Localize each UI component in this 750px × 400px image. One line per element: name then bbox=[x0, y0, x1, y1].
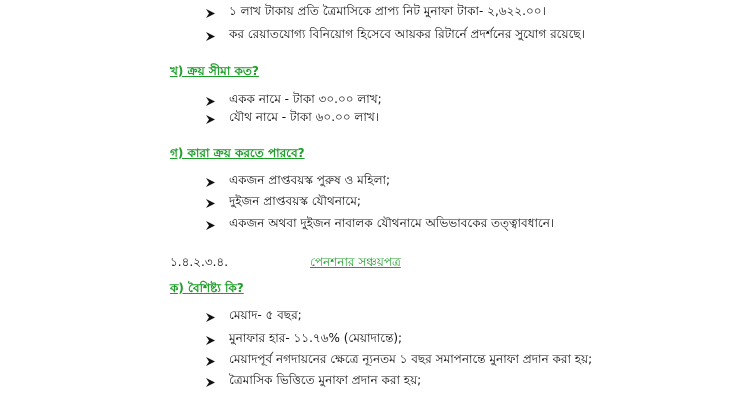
arrowhead-bullet-icon bbox=[205, 96, 229, 107]
section-title: পেনশনার সঞ্চয়পত্র bbox=[310, 255, 401, 269]
list-item-text: মেয়াদপূর্ব নগদায়নের ক্ষেত্রে ন্যূনতম ১ বছর সমাপনান্তে মুনাফা প্রদান করা হয়; bbox=[229, 352, 593, 366]
list-item bbox=[205, 91, 382, 111]
arrowhead-bullet-icon bbox=[205, 335, 229, 346]
list-item bbox=[205, 172, 390, 192]
list-item bbox=[205, 330, 402, 350]
list-item-text: একজন প্রাপ্তবয়স্ক পুরুষ ও মহিলা; bbox=[229, 173, 391, 187]
list-item-text: কর রেয়াতযোগ্য বিনিয়োগ হিসেবে আয়কর রিটার্নে প্রদর্শনের সুযোগ রয়েছে। bbox=[229, 27, 585, 41]
list-item bbox=[205, 193, 361, 213]
list-item bbox=[205, 26, 585, 46]
arrowhead-bullet-icon bbox=[205, 8, 229, 19]
list-item-text: একক নামে - টাকা ৩০.০০ লাখ; bbox=[229, 92, 382, 106]
list-item bbox=[205, 307, 302, 327]
list-item-text: একজন অথবা দুইজন নাবালক যৌথনামে অভিভাবকের তত্ত্বাবধানে। bbox=[229, 216, 555, 230]
list-item-text: ১ লাখ টাকায় প্রতি ত্রৈমাসিকে প্রাপ্য নিট মুনাফা টাকা- ২,৬২২.০০। bbox=[229, 4, 546, 18]
list-item-text: দুইজন প্রাপ্তবয়স্ক যৌথনামে; bbox=[229, 194, 361, 208]
list-item bbox=[205, 372, 421, 392]
arrowhead-bullet-icon bbox=[205, 31, 229, 42]
list-item-text: মুনাফার হার- ১১.৭৬% (মেয়াদান্তে); bbox=[229, 331, 403, 345]
section-heading-eligibility: গ) কারা ক্রয় করতে পারবে? bbox=[170, 146, 305, 160]
list-item bbox=[205, 3, 546, 23]
list-item bbox=[205, 109, 379, 129]
arrowhead-bullet-icon bbox=[205, 312, 229, 323]
section-heading-purchase-limit: খ) ক্রয় সীমা কত? bbox=[170, 64, 259, 78]
list-item-text: যৌথ নামে - টাকা ৬০.০০ লাখ। bbox=[229, 110, 380, 124]
section-number: ১.৪.২.৩.৪. bbox=[170, 255, 229, 269]
list-item-text: মেয়াদ- ৫ বছর; bbox=[229, 308, 302, 322]
arrowhead-bullet-icon bbox=[205, 377, 229, 388]
arrowhead-bullet-icon bbox=[205, 198, 229, 209]
arrowhead-bullet-icon bbox=[205, 114, 229, 125]
arrowhead-bullet-icon bbox=[205, 177, 229, 188]
section-heading-features: ক) বৈশিষ্ট্য কি? bbox=[170, 281, 244, 295]
list-item bbox=[205, 215, 554, 235]
arrowhead-bullet-icon bbox=[205, 220, 229, 231]
list-item bbox=[205, 351, 592, 371]
arrowhead-bullet-icon bbox=[205, 356, 229, 367]
list-item-text: ত্রৈমাসিক ভিত্তিতে মুনাফা প্রদান করা হয়; bbox=[229, 373, 422, 387]
